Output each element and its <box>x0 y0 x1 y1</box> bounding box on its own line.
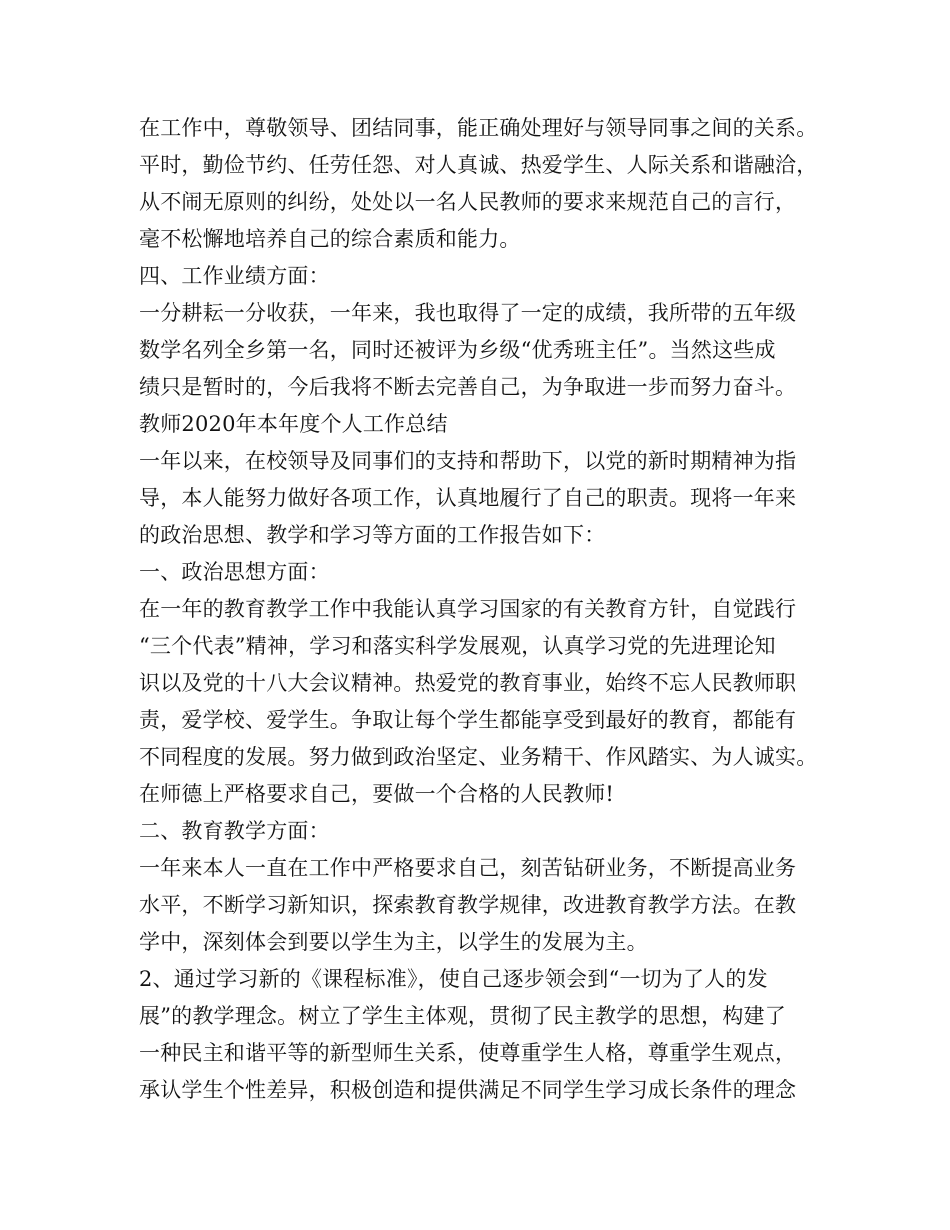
text-line: 承认学生个性差异，积极创造和提供满足不同学生学习成长条件的理念 <box>139 1078 797 1102</box>
text-line: 的政治思想、教学和学习等方面的工作报告如下： <box>139 523 606 547</box>
text-line: 一年来本人一直在工作中严格要求自己，刻苦钻研业务，不断提高业务 <box>139 856 797 880</box>
text-line: 水平，不断学习新知识，探索教育教学规律，改进教育教学方法。在教 <box>139 893 797 917</box>
text-line: 绩只是暂时的，今后我将不断去完善自己，为争取进一步而努力奋斗。 <box>139 375 797 399</box>
text-line: 一分耕耘一分收获，一年来，我也取得了一定的成绩，我所带的五年级 <box>139 301 797 325</box>
text-line: 2、通过学习新的《课程标准》，使自己逐步领会到“一切为了人的发 <box>139 967 768 991</box>
text-line: 数学名列全乡第一名，同时还被评为乡级“优秀班主任”。当然这些成 <box>139 338 776 362</box>
text-line: 导，本人能努力做好各项工作，认真地履行了自己的职责。现将一年来 <box>139 486 797 510</box>
text-line: 平时，勤俭节约、任劳任怨、对人真诚、热爱学生、人际关系和谐融洽， <box>139 153 818 177</box>
text-line: 在一年的教育教学工作中我能认真学习国家的有关教育方针，自觉践行 <box>139 597 797 621</box>
text-line: “三个代表”精神，学习和落实科学发展观，认真学习党的先进理论知 <box>139 634 776 658</box>
text-line: 一种民主和谐平等的新型师生关系，使尊重学生人格，尊重学生观点， <box>139 1041 797 1065</box>
text-line: 责，爱学校、爱学生。争取让每个学生都能享受到最好的教育，都能有 <box>139 708 797 732</box>
text-line: 一年以来，在校领导及同事们的支持和帮助下，以党的新时期精神为指 <box>139 449 797 473</box>
text-line: 学中，深刻体会到要以学生为主，以学生的发展为主。 <box>139 930 648 954</box>
text-line: 毫不松懈地培养自己的综合素质和能力。 <box>139 227 521 251</box>
text-line: 在工作中，尊敬领导、团结同事，能正确处理好与领导同事之间的关系。 <box>139 116 818 140</box>
text-line: 识以及党的十八大会议精神。热爱党的教育事业，始终不忘人民教师职 <box>139 671 797 695</box>
section-heading: 二、教育教学方面： <box>139 819 330 843</box>
section-heading: 一、政治思想方面： <box>139 560 330 584</box>
text-line: 在师德上严格要求自己，要做一个合格的人民教师! <box>139 782 615 806</box>
text-line: 不同程度的发展。努力做到政治坚定、业务精干、作风踏实、为人诚实。 <box>139 745 818 769</box>
text-line: 展”的教学理念。树立了学生主体观，贯彻了民主教学的思想，构建了 <box>139 1004 786 1028</box>
document-body <box>139 110 839 1109</box>
document-title: 教师2020年本年度个人工作总结 <box>139 412 448 436</box>
section-heading: 四、工作业绩方面： <box>139 264 330 288</box>
text-line: 从不闹无原则的纠纷，处处以一名人民教师的要求来规范自己的言行， <box>139 190 797 214</box>
